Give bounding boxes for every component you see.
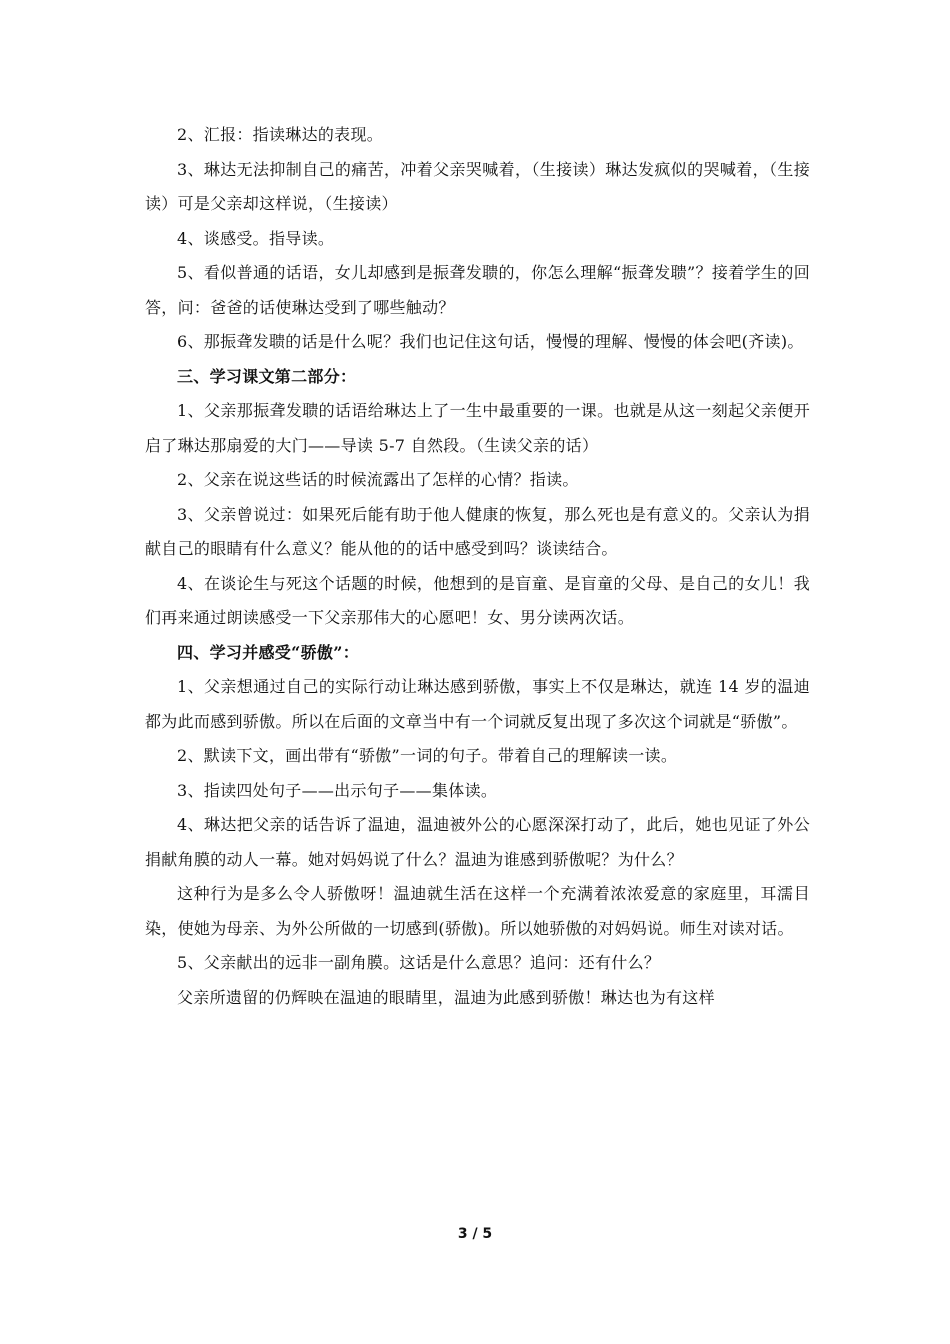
paragraph: 3、父亲曾说过：如果死后能有助于他人健康的恢复，那么死也是有意义的。父亲认为捐献自己的眼睛有什么意义？能从他的的话中感受到吗？谈读结合。: [145, 504, 810, 558]
paragraph: 父亲所遗留的仍辉映在温迪的眼睛里，温迪为此感到骄傲！琳达也为有这样: [177, 987, 715, 1007]
paragraph: 2、汇报：指读琳达的表现。: [177, 125, 384, 144]
paragraph: 1、父亲那振聋发聩的话语给琳达上了一生中最重要的一课。也就是从这一刻起父亲便开启了琳达那扇爱的大门——导读 5-7 自然段。（生读父亲的话）: [145, 401, 810, 455]
paragraph: 2、默读下文，画出带有“骄傲”一词的句子。带着自己的理解读一读。: [177, 746, 678, 765]
paragraph: 6、那振聋发聩的话是什么呢？我们也记住这句话，慢慢的理解、慢慢的体会吧(齐读)。: [177, 332, 804, 351]
paragraph: 3、琳达无法抑制自己的痛苦，冲着父亲哭喊着，（生接读）琳达发疯似的哭喊着，（生接读）可是父亲却这样说，（生接读）: [145, 159, 810, 213]
paragraph: 这种行为是多么令人骄傲呀！温迪就生活在这样一个充满着浓浓爱意的家庭里，耳濡目染，使她为母亲、为外公所做的一切感到(骄傲)。所以她骄傲的对妈妈说。师生对读对话。: [145, 884, 810, 938]
paragraph: 5、看似普通的话语，女儿却感到是振聋发聩的，你怎么理解“振聋发聩”？接着学生的回答，问：爸爸的话使琳达受到了哪些触动？: [145, 263, 810, 317]
paragraph: 4、谈感受。指导读。: [177, 228, 335, 248]
section-heading: 四、学习并感受“骄傲”：: [177, 642, 360, 662]
paragraph: 1、父亲想通过自己的实际行动让琳达感到骄傲，事实上不仅是琳达，就连 14 岁的温迪都为此而感到骄傲。所以在后面的文章当中有一个词就反复出现了多次这个词就是“骄傲”。: [145, 677, 810, 731]
paragraph: 3、指读四处句子——出示句子——集体读。: [177, 780, 498, 800]
paragraph: 5、父亲献出的远非一副角膜。这话是什么意思？追问：还有什么？: [177, 953, 661, 972]
section-heading: 三、学习课文第二部分：: [177, 366, 357, 386]
paragraph: 4、琳达把父亲的话告诉了温迪，温迪被外公的心愿深深打动了，此后，她也见证了外公捐献角膜的动人一幕。她对妈妈说了什么？温迪为谁感到骄傲呢？为什么？: [145, 815, 810, 869]
page-number: 3 / 5: [457, 1226, 493, 1242]
document-body: [145, 118, 810, 1015]
paragraph: 2、父亲在说这些话的时候流露出了怎样的心情？指读。: [177, 470, 579, 489]
paragraph: 4、在谈论生与死这个话题的时候，他想到的是盲童、是盲童的父母、是自己的女儿！我们再来通过朗读感受一下父亲那伟大的心愿吧！女、男分读两次话。: [145, 573, 810, 627]
